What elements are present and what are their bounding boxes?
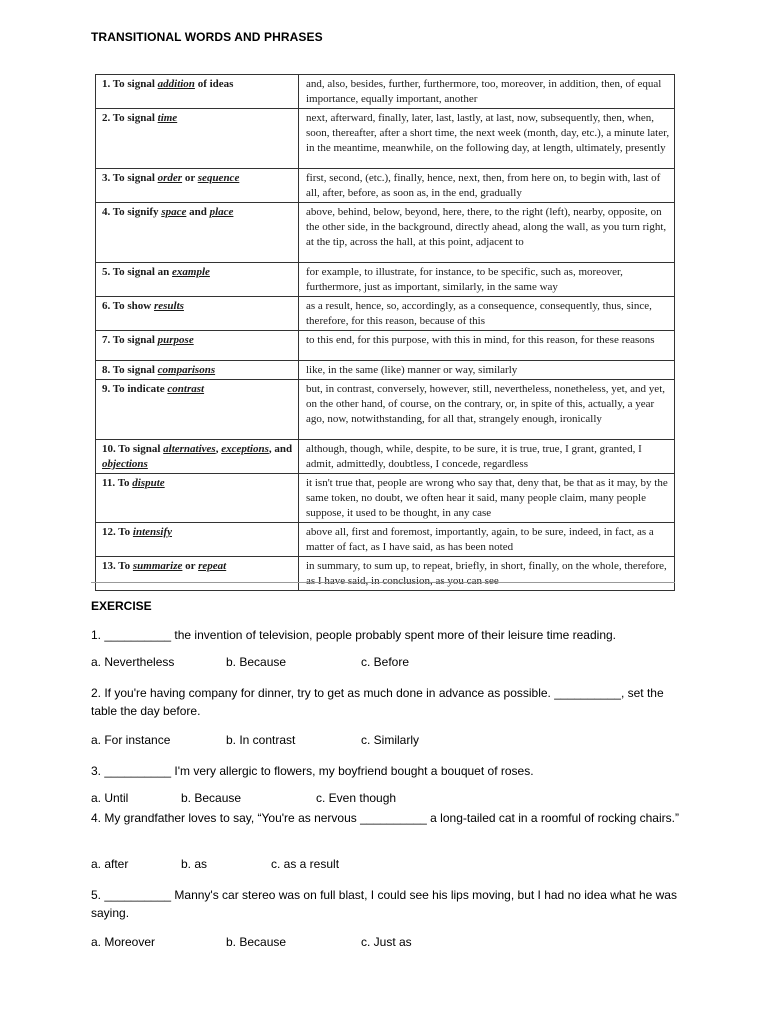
category-keyword: sequence xyxy=(197,172,240,184)
table-row xyxy=(96,523,675,557)
category-text: 6. To show xyxy=(102,300,154,312)
category-text: of ideas xyxy=(194,78,234,90)
category-keyword: order xyxy=(157,172,183,184)
q1-option-c: c. Before xyxy=(361,655,410,669)
transitions-table-wrap xyxy=(95,74,675,591)
q5-option-c: c. Just as xyxy=(361,935,412,949)
transition-category xyxy=(96,380,299,440)
transition-words: it isn't true that, people are wrong who say that, deny that, be that as it may, by the same token, no doubt, we often hear it said, many people claim, many people suppose, it used to be thought, in any case xyxy=(299,474,675,523)
category-text: 4. To signify xyxy=(102,206,162,218)
q2-option-c: c. Similarly xyxy=(361,733,420,747)
transition-category xyxy=(96,263,299,297)
category-text: and xyxy=(186,206,210,218)
q2-option-a: a. For instance xyxy=(91,733,171,747)
table-row xyxy=(96,361,675,380)
question-5: 5. __________ Manny's car stereo was on full blast, I could see his lips moving, but I had no idea what he was saying. xyxy=(91,888,677,920)
transition-words: first, second, (etc.), finally, hence, next, then, from here on, to begin with, last of all, after, before, as soon as, in the end, gradually xyxy=(299,169,675,203)
category-text: 8. To signal xyxy=(102,364,158,376)
category-text: 2. To signal xyxy=(102,112,158,124)
q1-option-a: a. Nevertheless xyxy=(91,655,175,669)
category-keyword: results xyxy=(153,300,184,312)
category-keyword: intensify xyxy=(132,526,173,538)
transition-category xyxy=(96,557,299,591)
transition-words: above all, first and foremost, importantly, again, to be sure, indeed, in fact, as a matter of fact, as I have said, as has been noted xyxy=(299,523,675,557)
table-row xyxy=(96,263,675,297)
q3-option-c: c. Even though xyxy=(316,791,397,805)
category-keyword: purpose xyxy=(157,334,194,346)
transition-category xyxy=(96,361,299,380)
transition-words: as a result, hence, so, accordingly, as a consequence, consequently, thus, since, therefore, for this reason, because of this xyxy=(299,297,675,331)
category-keyword: summarize xyxy=(132,560,183,572)
transition-category xyxy=(96,109,299,169)
q3-option-b: b. Because xyxy=(181,791,242,805)
table-row xyxy=(96,557,675,591)
transition-words: although, though, while, despite, to be sure, it is true, true, I grant, granted, I admit, admittedly, doubtless, I concede, regardless xyxy=(299,440,675,474)
table-row xyxy=(96,203,675,263)
question-2-options xyxy=(91,733,691,751)
transition-category xyxy=(96,297,299,331)
question-4-options xyxy=(91,857,691,875)
table-row xyxy=(96,109,675,169)
category-keyword: addition xyxy=(157,78,195,90)
category-keyword: space xyxy=(161,206,187,218)
transition-words: above, behind, below, beyond, here, there, to the right (left), nearby, opposite, on the other side, in the background, directly ahead, along the wall, as you turn right, at the tip, across the hall, at this point, adjacent to xyxy=(299,203,675,263)
table-row xyxy=(96,474,675,523)
question-3-options xyxy=(91,791,691,809)
transition-category xyxy=(96,169,299,203)
table-row xyxy=(96,440,675,474)
category-keyword: repeat xyxy=(198,560,227,572)
category-text: or xyxy=(182,172,198,184)
category-keyword: dispute xyxy=(132,477,165,489)
category-text: or xyxy=(182,560,199,572)
q5-option-b: b. Because xyxy=(226,935,287,949)
page-title: TRANSITIONAL WORDS AND PHRASES xyxy=(91,30,323,44)
table-row xyxy=(96,297,675,331)
table-row xyxy=(96,75,675,109)
category-text: 9. To indicate xyxy=(102,383,168,395)
q2-option-b: b. In contrast xyxy=(226,733,296,747)
transition-words: and, also, besides, further, furthermore, too, moreover, in addition, then, of equal importance, equally important, another xyxy=(299,75,675,109)
category-keyword: alternatives xyxy=(163,443,216,455)
question-3: 3. __________ I'm very allergic to flowers, my boyfriend bought a bouquet of roses. xyxy=(91,764,534,778)
q4-option-a: a. after xyxy=(91,857,129,871)
exercise-title: EXERCISE xyxy=(91,599,152,613)
category-keyword: time xyxy=(157,112,178,124)
category-text: 10. To signal xyxy=(102,443,164,455)
q3-option-a: a. Until xyxy=(91,791,129,805)
category-text: 5. To signal an xyxy=(102,266,173,278)
transition-category xyxy=(96,75,299,109)
transition-words: to this end, for this purpose, with this in mind, for this reason, for these reasons xyxy=(299,331,675,361)
transition-words: next, afterward, finally, later, last, lastly, at last, now, subsequently, then, when, soon, thereafter, after a short time, the next week (month, day, etc.), a minute later, in the meantime, meanwhile, on the following day, at length, ultimately, presently xyxy=(299,109,675,169)
table-bottom-rule xyxy=(91,582,675,583)
transition-category xyxy=(96,203,299,263)
category-keyword: objections xyxy=(102,458,148,470)
table-row xyxy=(96,331,675,361)
transition-category xyxy=(96,523,299,557)
question-1: 1. __________ the invention of television, people probably spent more of their leisure time reading. xyxy=(91,628,617,642)
transition-words: like, in the same (like) manner or way, similarly xyxy=(299,361,675,380)
category-text: 7. To signal xyxy=(102,334,158,346)
transition-words: but, in contrast, conversely, however, still, nevertheless, nonetheless, yet, and yet, on the other hand, of course, on the contrary, or, in spite of this, actually, a year ago, now, notwithstanding, for all that, strangely enough, ironically xyxy=(299,380,675,440)
category-keyword: comparisons xyxy=(157,364,216,376)
q4-option-b: b. as xyxy=(181,857,208,871)
q1-option-b: b. Because xyxy=(226,655,287,669)
category-keyword: place xyxy=(209,206,234,218)
category-keyword: exceptions xyxy=(221,443,269,455)
category-text: , and xyxy=(268,443,293,455)
transitions-table xyxy=(95,74,675,591)
q4-option-c: c. as a result xyxy=(271,857,340,871)
table-row xyxy=(96,169,675,203)
transition-category xyxy=(96,440,299,474)
question-5-options xyxy=(91,935,691,953)
question-2: 2. If you're having company for dinner, try to get as much done in advance as possible. __________, set the table the day before. xyxy=(91,686,664,718)
category-text: , xyxy=(215,443,222,455)
transition-words: for example, to illustrate, for instance, to be specific, such as, moreover, furthermore, just as important, similarly, in the same way xyxy=(299,263,675,297)
category-text: 1. To signal xyxy=(102,78,158,90)
category-text: 3. To signal xyxy=(102,172,158,184)
category-keyword: example xyxy=(172,266,210,278)
transition-category xyxy=(96,331,299,361)
question-1-options xyxy=(91,655,691,673)
transition-category xyxy=(96,474,299,523)
transition-words: in summary, to sum up, to repeat, briefly, in short, finally, on the whole, therefore, as I have said, in conclusion, as you can see xyxy=(299,557,675,591)
category-text: 11. To xyxy=(102,477,133,489)
category-keyword: contrast xyxy=(167,383,205,395)
category-text: 12. To xyxy=(102,526,133,538)
category-text: 13. To xyxy=(102,560,133,572)
q5-option-a: a. Moreover xyxy=(91,935,156,949)
question-4: 4. My grandfather loves to say, “You're as nervous __________ a long-tailed cat in a roomful of rocking chairs.” xyxy=(91,811,679,825)
table-row xyxy=(96,380,675,440)
